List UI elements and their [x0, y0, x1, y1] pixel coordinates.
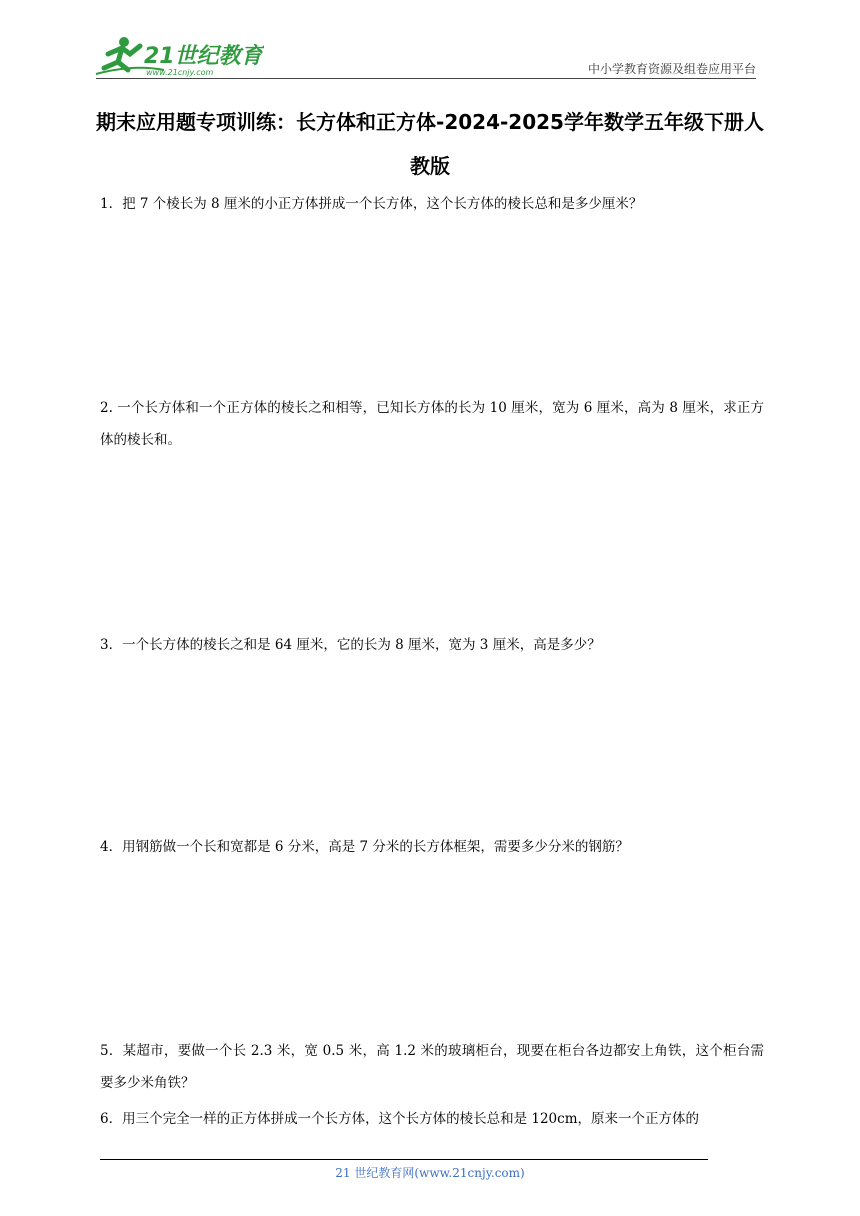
question-1: 1．把 7 个棱长为 8 厘米的小正方体拼成一个长方体，这个长方体的棱长总和是多少厘米？ — [100, 196, 643, 212]
question-2: 2. 一个长方体和一个正方体的棱长之和相等，已知长方体的长为 10 厘米，宽为 6 厘米，高为 8 厘米，求正方体的棱长和。 — [100, 400, 764, 448]
question-6: 6．用三个完全一样的正方体拼成一个长方体，这个长方体的棱长总和是 120cm，原来一个正方体的 — [100, 1111, 700, 1127]
logo-text: 21世纪教育 — [144, 44, 263, 69]
question-3: 3．一个长方体的棱长之和是 64 厘米，它的长为 8 厘米，宽为 3 厘米，高是多少？ — [100, 637, 601, 653]
site-logo[interactable] — [94, 34, 264, 78]
page-title: 期末应用题专项训练：长方体和正方体-2024-2025学年数学五年级下册人教版 — [96, 110, 764, 178]
logo-runner-icon — [94, 34, 264, 78]
question-5: 5．某超市，要做一个长 2.3 米，宽 0.5 米，高 1.2 米的玻璃柜台，现要在柜台各边都安上角铁，这个柜台需要多少米角铁？ — [100, 1043, 764, 1091]
footer-link[interactable]: 21 世纪教育网(www.21cnjy.com) — [335, 1166, 525, 1180]
header-divider — [96, 78, 756, 79]
question-4: 4．用钢筋做一个长和宽都是 6 分米，高是 7 分米的长方体框架，需要多少分米的钢筋？ — [100, 839, 629, 855]
logo-url: www.21cnjy.com — [146, 68, 214, 77]
platform-name: 中小学教育资源及组卷应用平台 — [587, 62, 756, 76]
footer-divider — [100, 1159, 708, 1160]
